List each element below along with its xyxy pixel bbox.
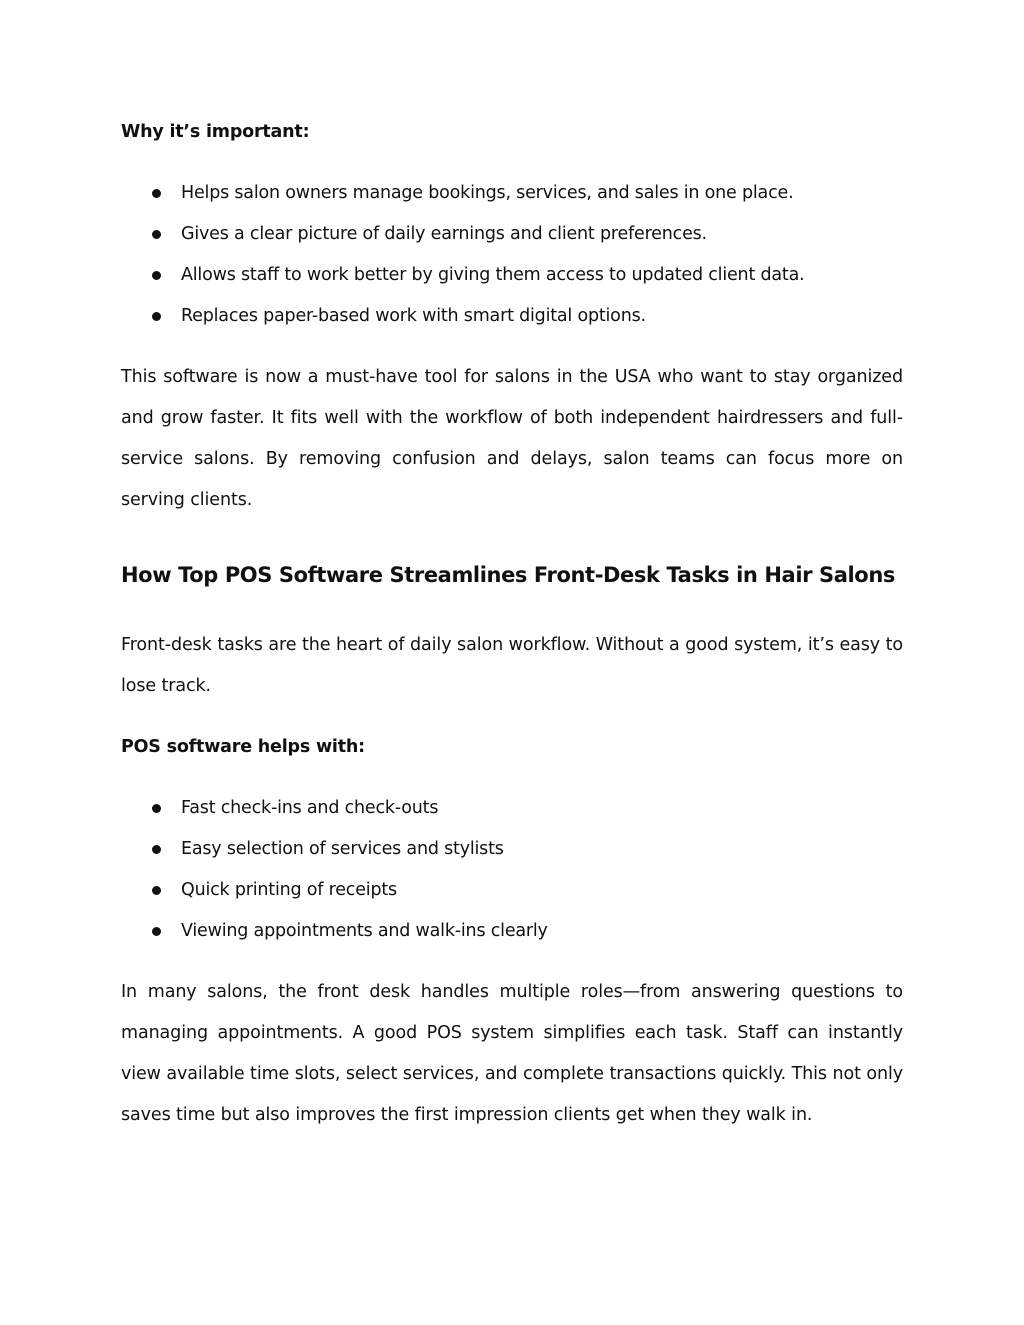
list-item: [121, 214, 903, 255]
list-item-text: Fast check-ins and check-outs: [181, 798, 439, 818]
bullet-icon: [152, 886, 161, 895]
list-item-text: Gives a clear picture of daily earnings and client preferences.: [181, 224, 707, 244]
why-important-label: Why it’s important:: [121, 122, 310, 142]
list-item: [121, 870, 903, 911]
list-item: [121, 255, 903, 296]
list-item-text: Quick printing of receipts: [181, 880, 397, 900]
document-body: [121, 112, 903, 1136]
benefits-list: [121, 173, 903, 337]
list-item-text: Viewing appointments and walk-ins clearly: [181, 921, 548, 941]
bullet-icon: [152, 230, 161, 239]
section-heading: How Top POS Software Streamlines Front-Desk Tasks in Hair Salons: [121, 563, 895, 587]
list-item-text: Easy selection of services and stylists: [181, 839, 504, 859]
list-item-text: Helps salon owners manage bookings, services, and sales in one place.: [181, 183, 794, 203]
list-item: [121, 911, 903, 952]
summary-paragraph: This software is now a must-have tool for salons in the USA who want to stay organized and grow faster. It fits well with the workflow of both independent hairdressers and full-service salons. By removing confusion and delays, salon teams can focus more on serving clients.: [121, 367, 903, 510]
list-item: [121, 788, 903, 829]
list-item-text: Replaces paper-based work with smart digital options.: [181, 306, 646, 326]
list-item: [121, 296, 903, 337]
bullet-icon: [152, 845, 161, 854]
bullet-icon: [152, 804, 161, 813]
bullet-icon: [152, 189, 161, 198]
intro-paragraph: Front-desk tasks are the heart of daily salon workflow. Without a good system, it’s easy to lose track.: [121, 635, 903, 696]
list-item: [121, 829, 903, 870]
list-item-text: Allows staff to work better by giving them access to updated client data.: [181, 265, 805, 285]
bullet-icon: [152, 271, 161, 280]
bullet-icon: [152, 312, 161, 321]
pos-features-list: [121, 788, 903, 952]
pos-helps-label: POS software helps with:: [121, 737, 365, 757]
list-item: [121, 173, 903, 214]
spacer: [121, 707, 903, 727]
front-desk-paragraph: In many salons, the front desk handles multiple roles—from answering questions to managing appointments. A good POS system simplifies each task. Staff can instantly view available time slots, select services, and complete transactions quickly. This not only saves time but also improves the first impression clients get when they walk in.: [121, 982, 903, 1125]
bullet-icon: [152, 927, 161, 936]
